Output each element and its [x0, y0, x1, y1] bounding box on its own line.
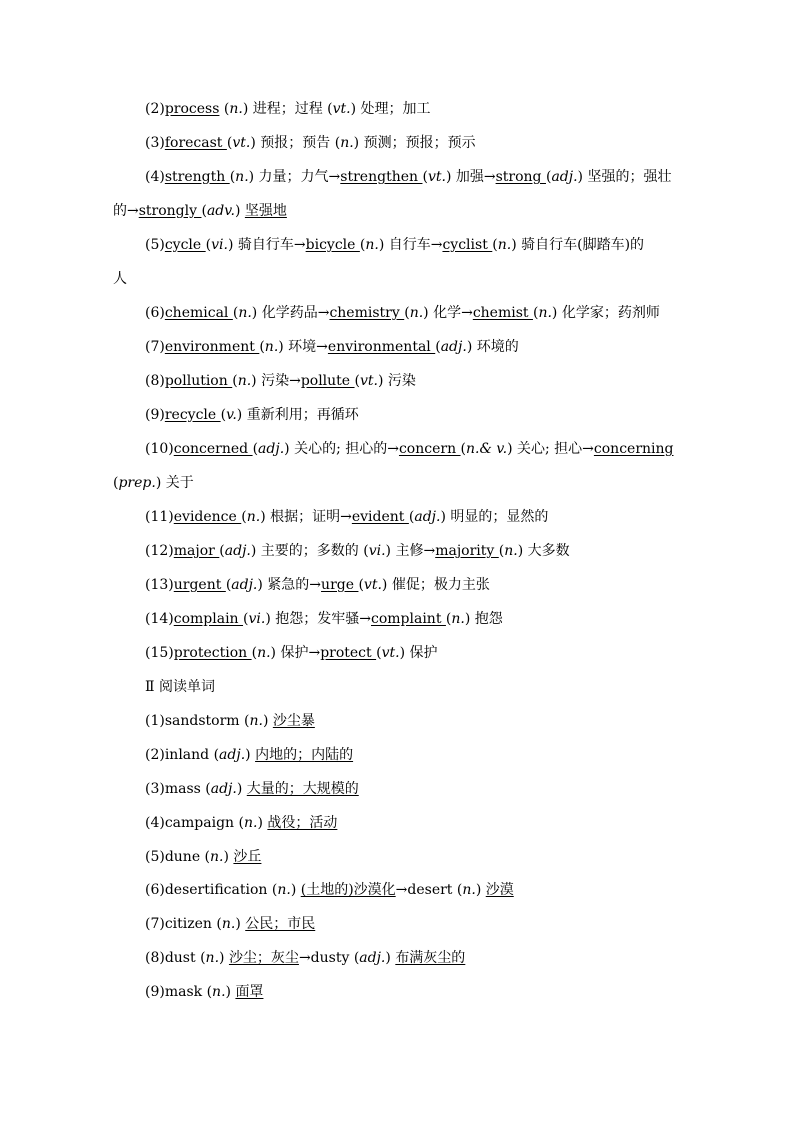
text-segment: ) 预报；预告 ( [250, 135, 341, 151]
underlined-answer: (土地的)沙漠化 [300, 882, 396, 898]
part-of-speech: n. [235, 169, 249, 185]
text-segment: (2) [145, 101, 165, 117]
text-segment: ( [498, 543, 505, 559]
text-segment: (6)desertification ( [145, 882, 278, 898]
text-segment: ) 保护→ [270, 645, 321, 661]
text-segment: (8) [145, 373, 165, 389]
part-of-speech: adj. [440, 339, 467, 355]
part-of-speech: vt. [332, 101, 351, 117]
part-of-speech: n. [210, 849, 224, 865]
part-of-speech: adj. [359, 950, 386, 966]
part-of-speech: adj. [224, 543, 251, 559]
underlined-answer: urgent [173, 577, 226, 593]
text-segment: ) 催促；极力主张 [381, 577, 490, 593]
text-segment: ( [460, 441, 467, 457]
text-segment: ) 抱怨 [464, 611, 503, 627]
part-of-speech: adj. [414, 509, 441, 525]
underlined-answer: 沙丘 [233, 849, 262, 865]
part-of-speech: n. [229, 101, 243, 117]
text-segment: ( [219, 101, 230, 117]
vocab-line [113, 371, 715, 391]
text-segment: ( [243, 611, 249, 627]
text-segment: ) [475, 882, 486, 898]
text-segment: ( [225, 577, 232, 593]
vocab-line [113, 235, 715, 255]
part-of-speech: n. [237, 373, 252, 389]
text-segment: ) 化学家；药剂师 [551, 305, 660, 321]
text-segment: ) [219, 950, 229, 966]
text-segment: ) 化学药品→ [251, 305, 330, 321]
text-segment: ( [201, 203, 207, 219]
underlined-answer: strength [164, 169, 230, 185]
text-segment: ) 污染 [378, 373, 416, 389]
text-segment: ( [408, 509, 415, 525]
underlined-answer: cyclist [442, 237, 493, 253]
text-segment: ) 加强→ [445, 169, 496, 185]
text-segment: ) 自行车→ [378, 237, 443, 253]
part-of-speech: vi. [368, 543, 386, 559]
text-segment: ( [241, 509, 247, 525]
text-segment: ) [225, 984, 236, 1000]
underlined-answer: pollute [300, 373, 355, 389]
part-of-speech: n. [249, 713, 263, 729]
part-of-speech: n. [538, 305, 552, 321]
underlined-answer: concerned [173, 441, 253, 457]
underlined-answer: cycle [164, 237, 206, 253]
vocab-line [113, 948, 715, 968]
text-segment: ) 坚强的；强壮 [577, 169, 672, 185]
text-segment: (8)dust ( [145, 950, 206, 966]
text-segment: (4)campaign ( [145, 815, 244, 831]
vocab-line [113, 337, 715, 357]
text-segment: ( [252, 441, 259, 457]
text-segment: ) 大多数 [517, 543, 570, 559]
underlined-answer: forecast [164, 135, 227, 151]
text-segment: ) 化学→ [423, 305, 473, 321]
underlined-answer: environment [164, 339, 260, 355]
text-segment: (13) [145, 577, 174, 593]
text-segment: ( [445, 611, 452, 627]
underlined-answer: concern [398, 441, 461, 457]
part-of-speech: adj. [219, 747, 246, 763]
vocab-line [113, 609, 715, 629]
text-segment: ) [262, 713, 273, 729]
text-segment: (3)mass ( [145, 781, 211, 797]
text-segment: (4) [145, 169, 165, 185]
part-of-speech: vi. [248, 611, 266, 627]
underlined-answer: evident [351, 509, 409, 525]
vocab-line [113, 99, 715, 119]
part-of-speech: n. [340, 135, 354, 151]
text-segment: ( [359, 237, 366, 253]
part-of-speech: adv. [206, 203, 235, 219]
text-segment: ) 骑自行车(脚踏车)的 [511, 237, 645, 253]
part-of-speech: n. [257, 645, 271, 661]
vocab-line [113, 507, 715, 527]
underlined-answer: complain [173, 611, 244, 627]
text-segment: ) 重新利用；再循环 [236, 407, 359, 423]
text-segment: ) [234, 203, 245, 219]
vocab-line [113, 439, 715, 459]
part-of-speech: n.& v. [466, 441, 508, 457]
text-segment: →desert ( [395, 882, 463, 898]
part-of-speech: prep. [118, 475, 156, 491]
text-segment: ( [376, 645, 382, 661]
part-of-speech: v. [226, 407, 237, 423]
text-segment: ) 进程；过程 ( [242, 101, 333, 117]
part-of-speech: vt. [427, 169, 446, 185]
text-segment: (14) [145, 611, 174, 627]
part-of-speech: n. [277, 882, 291, 898]
underlined-answer: protect [320, 645, 377, 661]
text-segment: ) 环境的 [466, 339, 519, 355]
text-segment: ( [545, 169, 552, 185]
part-of-speech: adj. [231, 577, 258, 593]
text-segment: ) 预测；预报；预示 [353, 135, 476, 151]
underlined-answer: strongly [138, 203, 202, 219]
part-of-speech: n. [243, 815, 258, 831]
underlined-answer: majority [435, 543, 499, 559]
text-segment: ) 关于 [155, 475, 194, 491]
underlined-answer: pollution [164, 373, 233, 389]
underlined-answer: strengthen [340, 169, 423, 185]
text-segment: ) 主修→ [385, 543, 436, 559]
vocab-line [113, 133, 715, 153]
text-segment: ) [223, 849, 234, 865]
text-segment: ) 关心; 担心→ [507, 441, 594, 457]
part-of-speech: n. [205, 950, 220, 966]
text-segment: (5) [145, 237, 165, 253]
part-of-speech: n. [246, 509, 261, 525]
text-segment: ( [205, 237, 212, 253]
part-of-speech: n. [212, 984, 226, 1000]
underlined-answer: chemistry [329, 305, 405, 321]
text-segment: (10) [145, 441, 174, 457]
part-of-speech: n. [497, 237, 512, 253]
text-segment: ( [113, 475, 119, 491]
text-segment: ( [220, 407, 227, 423]
text-segment: (12) [145, 543, 174, 559]
part-of-speech: vt. [232, 135, 251, 151]
text-segment: ) [235, 916, 246, 932]
text-segment: ( [354, 373, 361, 389]
vocab-line [113, 167, 715, 187]
text-segment: ) 骑自行车→ [227, 237, 306, 253]
text-segment: →dusty ( [298, 950, 360, 966]
text-segment: ( [492, 237, 498, 253]
text-segment: ) [245, 747, 256, 763]
underlined-answer: 战役；活动 [267, 815, 338, 831]
underlined-answer: recycle [164, 407, 221, 423]
text-segment: (6) [145, 305, 165, 321]
underlined-answer: 公民；市民 [245, 916, 316, 932]
text-segment: (11) [145, 509, 174, 525]
text-segment: (2)inland ( [145, 747, 220, 763]
part-of-speech: vi. [211, 237, 228, 253]
text-segment: ( [219, 543, 225, 559]
section-heading [113, 677, 715, 697]
vocab-line [113, 847, 715, 867]
part-of-speech: n. [504, 543, 518, 559]
text-segment: ) 明显的；显然的 [440, 509, 549, 525]
part-of-speech: vt. [360, 373, 379, 389]
underlined-answer: concerning [593, 441, 674, 457]
underlined-answer: major [173, 543, 220, 559]
underlined-answer: 沙尘暴 [272, 713, 315, 729]
text-segment: ) 环境→ [278, 339, 328, 355]
vocab-line [113, 711, 715, 731]
vocab-line [113, 405, 715, 425]
underlined-answer: environmental [327, 339, 436, 355]
text-segment: ) 保护 [399, 645, 438, 661]
text-segment: ) 关心的; 担心的→ [284, 441, 399, 457]
text-segment: ( [422, 169, 428, 185]
text-segment: ( [435, 339, 441, 355]
text-segment: (9)mask ( [145, 984, 213, 1000]
text-segment: (7)citizen ( [145, 916, 222, 932]
text-segment: Ⅱ 阅读单词 [145, 679, 215, 695]
underlined-answer: chemist [472, 305, 533, 321]
vocab-line [113, 473, 683, 493]
part-of-speech: adj. [210, 781, 237, 797]
underlined-answer: 大量的；大规模的 [246, 781, 359, 797]
underlined-answer: evidence [173, 509, 242, 525]
text-segment: ( [358, 577, 364, 593]
vocab-line [113, 643, 715, 663]
vocab-line [113, 813, 715, 833]
text-segment: (3) [145, 135, 165, 151]
underlined-answer: process [164, 101, 220, 117]
vocab-line [113, 575, 715, 595]
text-segment: ( [229, 169, 236, 185]
text-segment: ) 抱怨；发牢骚→ [265, 611, 371, 627]
part-of-speech: n. [238, 305, 252, 321]
text-segment: 的→ [113, 203, 139, 219]
text-segment: 人 [113, 271, 127, 287]
text-segment: ( [232, 305, 239, 321]
vocab-line [113, 201, 683, 221]
underlined-answer: 布满灰尘的 [395, 950, 466, 966]
underlined-answer: 面罩 [235, 984, 264, 1000]
vocab-line [113, 541, 715, 561]
part-of-speech: n. [451, 611, 465, 627]
text-segment: ) [290, 882, 301, 898]
text-segment: ) 紧急的→ [257, 577, 322, 593]
text-segment: ) 处理；加工 [350, 101, 431, 117]
underlined-answer: bicycle [305, 237, 360, 253]
part-of-speech: n. [462, 882, 476, 898]
vocab-line [113, 779, 715, 799]
part-of-speech: vt. [363, 577, 382, 593]
text-segment: ( [232, 373, 238, 389]
text-segment: ( [226, 135, 233, 151]
underlined-answer: strong [495, 169, 546, 185]
underlined-answer: 坚强地 [244, 203, 287, 219]
part-of-speech: n. [221, 916, 236, 932]
underlined-answer: 沙漠 [485, 882, 514, 898]
text-segment: ) [385, 950, 396, 966]
vocab-line [113, 269, 683, 289]
text-segment: ( [532, 305, 539, 321]
text-segment: (1)sandstorm ( [145, 713, 250, 729]
vocab-line [113, 303, 715, 323]
text-segment: (7) [145, 339, 165, 355]
text-segment: ( [259, 339, 265, 355]
part-of-speech: n. [264, 339, 279, 355]
part-of-speech: n. [409, 305, 424, 321]
vocab-line [113, 880, 715, 900]
text-segment: (15) [145, 645, 174, 661]
vocab-line [113, 914, 715, 934]
part-of-speech: vt. [381, 645, 400, 661]
text-segment: ) [236, 781, 247, 797]
text-segment: ) 力量；力气→ [248, 169, 341, 185]
text-segment: ) 污染→ [251, 373, 301, 389]
text-segment: ) 根据；证明→ [260, 509, 352, 525]
underlined-answer: 内地的；内陆的 [255, 747, 354, 763]
underlined-answer: 沙尘；灰尘 [228, 950, 299, 966]
underlined-answer: chemical [164, 305, 233, 321]
underlined-answer: protection [173, 645, 252, 661]
text-segment: (9) [145, 407, 165, 423]
underlined-answer: complaint [371, 611, 446, 627]
text-segment: ( [404, 305, 410, 321]
underlined-answer: urge [321, 577, 359, 593]
vocab-line [113, 982, 715, 1002]
text-segment: ) 主要的；多数的 ( [250, 543, 369, 559]
vocab-line [113, 745, 715, 765]
text-segment: ) [257, 815, 268, 831]
text-segment: ( [251, 645, 258, 661]
part-of-speech: adj. [551, 169, 578, 185]
part-of-speech: adj. [258, 441, 285, 457]
part-of-speech: n. [365, 237, 379, 253]
text-segment: (5)dune ( [145, 849, 211, 865]
